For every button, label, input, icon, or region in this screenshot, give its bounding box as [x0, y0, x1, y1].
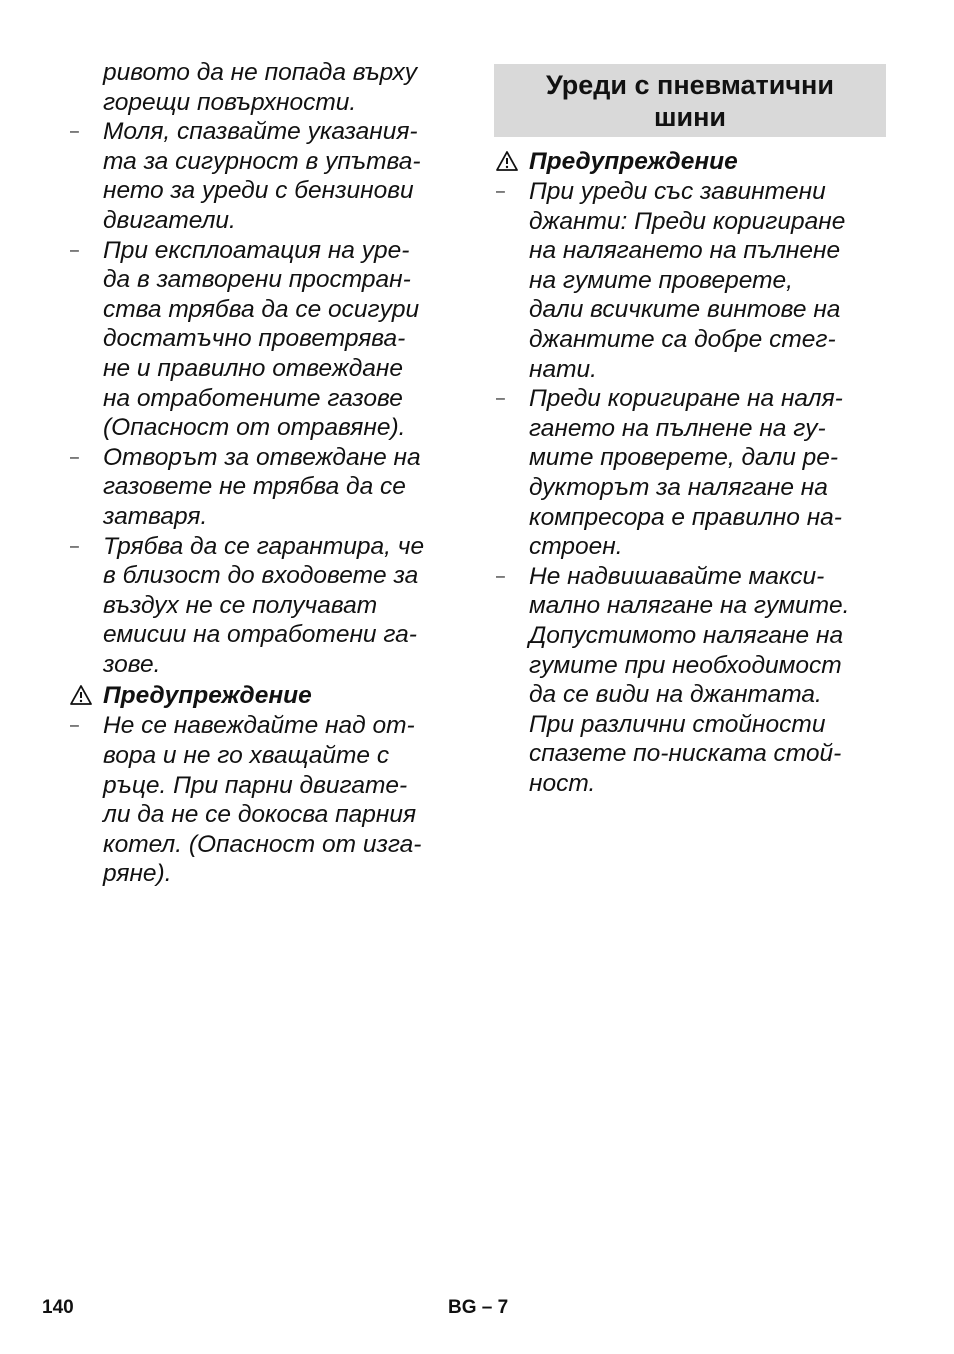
- line-text: Преди коригиране на наля-: [529, 385, 843, 413]
- text-line: [494, 236, 886, 266]
- line-text: спазете по-ниската стой-: [529, 740, 842, 768]
- bullet-dash: –: [70, 448, 79, 466]
- line-text: строен.: [529, 533, 623, 561]
- line-text: двигатели.: [103, 206, 236, 234]
- text-line: [68, 561, 468, 591]
- line-text: на отработените газове: [103, 384, 403, 412]
- warning-heading: [494, 147, 886, 177]
- page-number: 140: [42, 1297, 74, 1318]
- text-line: [494, 503, 886, 533]
- line-text: Трябва да се гарантира, че: [103, 532, 425, 560]
- line-text: Моля, спазвайте указания-: [103, 118, 418, 146]
- text-line: [68, 147, 468, 177]
- text-line: [68, 88, 468, 118]
- line-text: дали всичките винтове на: [529, 296, 841, 324]
- text-line: [68, 176, 468, 206]
- bullet-dash: –: [496, 183, 505, 200]
- warning-triangle-icon: [496, 150, 518, 172]
- text-line: [68, 295, 468, 325]
- list-item-line: [68, 236, 468, 266]
- text-line: [68, 206, 468, 236]
- line-text: При експлоатация на уре-: [103, 236, 410, 264]
- line-text: дукторът за налягане на: [529, 473, 828, 501]
- text-line: [68, 591, 468, 621]
- text-line: [494, 680, 886, 710]
- line-text: ност.: [529, 769, 596, 797]
- warning-triangle-icon: [70, 684, 92, 706]
- line-text: ряне).: [103, 860, 172, 888]
- line-text: При различни стойности: [529, 710, 826, 738]
- line-text: горещи повърхности.: [103, 88, 357, 116]
- text-line: [68, 830, 468, 860]
- list-item-line: [68, 443, 468, 473]
- bullet-dash: –: [70, 717, 79, 735]
- bullet-dash: –: [70, 123, 79, 141]
- line-text: Не надвишавайте макси-: [529, 562, 825, 590]
- line-text: мално налягане на гумите.: [529, 592, 850, 620]
- text-line: [494, 414, 886, 444]
- right-column: [494, 64, 886, 798]
- page-code: BG – 7: [448, 1297, 509, 1318]
- list-item-line: [494, 177, 886, 207]
- line-text: на гумите проверете,: [529, 266, 793, 294]
- text-line: [494, 739, 886, 769]
- line-text: компресора е правилно на-: [529, 503, 842, 531]
- warning-heading: [68, 681, 468, 711]
- line-text: та за сигурност в упътва-: [103, 147, 421, 175]
- list-item-line: [68, 711, 468, 741]
- text-line: [68, 502, 468, 532]
- line-text: ли да не се докосва парния: [103, 801, 417, 829]
- text-line: [68, 265, 468, 295]
- text-line: [68, 413, 468, 443]
- section-heading-line-2: шини: [653, 101, 726, 132]
- line-text: въздух не се получават: [103, 591, 378, 619]
- line-text: При уреди със завинтени: [529, 178, 826, 205]
- section-heading-line-1: Уреди с пневматични: [546, 69, 834, 100]
- bullet-dash: –: [70, 537, 79, 555]
- text-line: [68, 324, 468, 354]
- line-text: гумите при необходимост: [529, 651, 842, 679]
- right-column-body: [494, 147, 886, 798]
- text-line: [68, 650, 468, 680]
- text-line: [68, 771, 468, 801]
- text-line: [494, 532, 886, 562]
- line-text: достатъчно проветрява-: [103, 325, 406, 353]
- list-item-line: [494, 562, 886, 592]
- list-item-line: [68, 532, 468, 562]
- text-line: [494, 207, 886, 237]
- text-line: [68, 741, 468, 771]
- line-text: ръце. При парни двигате-: [103, 771, 408, 799]
- text-line: [494, 266, 886, 296]
- text-line: [68, 58, 468, 88]
- line-text: газовете не трябва да се: [103, 473, 406, 501]
- bullet-dash: –: [70, 241, 79, 259]
- text-line: [68, 800, 468, 830]
- left-column: [68, 58, 468, 889]
- line-text: Отворът за отвеждане на: [103, 443, 421, 471]
- bullet-dash: –: [496, 390, 505, 408]
- warning-heading-text: Предупреждение: [529, 148, 738, 175]
- line-text: Не се навеждайте над от-: [103, 712, 415, 740]
- line-text: гането на пълнене на гу-: [529, 414, 826, 442]
- text-line: [494, 591, 886, 621]
- line-text: (Опасност от отравяне).: [103, 414, 406, 442]
- text-line: [494, 621, 886, 651]
- text-line: [494, 651, 886, 681]
- text-line: [68, 384, 468, 414]
- bullet-dash: –: [496, 567, 505, 585]
- line-text: в близост до входовете за: [103, 562, 419, 590]
- text-line: [494, 473, 886, 503]
- text-line: [68, 620, 468, 650]
- text-line: [68, 472, 468, 502]
- line-text: нати.: [529, 355, 597, 383]
- line-text: Допустимото налягане на: [529, 621, 844, 649]
- line-text: да в затворени простран-: [103, 266, 411, 294]
- line-text: на налягането на пълнене: [529, 237, 841, 265]
- warning-heading-text: Предупреждение: [103, 682, 312, 710]
- text-line: [494, 325, 886, 355]
- line-text: джанти: Преди коригиране: [529, 207, 846, 235]
- line-text: ства трябва да се осигури: [103, 295, 420, 323]
- line-text: да се види на джантата.: [529, 681, 822, 709]
- line-text: джантите са добре стег-: [529, 325, 836, 353]
- line-text: не и правилно отвеждане: [103, 354, 403, 382]
- line-text: вора и не го хващайте с: [103, 742, 390, 770]
- text-line: [68, 354, 468, 384]
- text-line: [494, 295, 886, 325]
- list-item-line: [494, 384, 886, 414]
- line-text: затваря.: [103, 502, 208, 530]
- line-text: котел. (Опасност от изга-: [103, 830, 422, 858]
- line-text: зове.: [103, 650, 161, 678]
- line-text: ривото да не попада върху: [103, 59, 417, 86]
- line-text: емисии на отработени га-: [103, 621, 417, 649]
- section-heading: [494, 64, 886, 137]
- text-line: [494, 769, 886, 799]
- line-text: мите проверете, дали ре-: [529, 444, 839, 472]
- list-item-line: [68, 117, 468, 147]
- text-line: [494, 355, 886, 385]
- text-line: [68, 859, 468, 889]
- line-text: нето за уреди с бензинови: [103, 177, 414, 205]
- text-line: [494, 443, 886, 473]
- text-line: [494, 710, 886, 740]
